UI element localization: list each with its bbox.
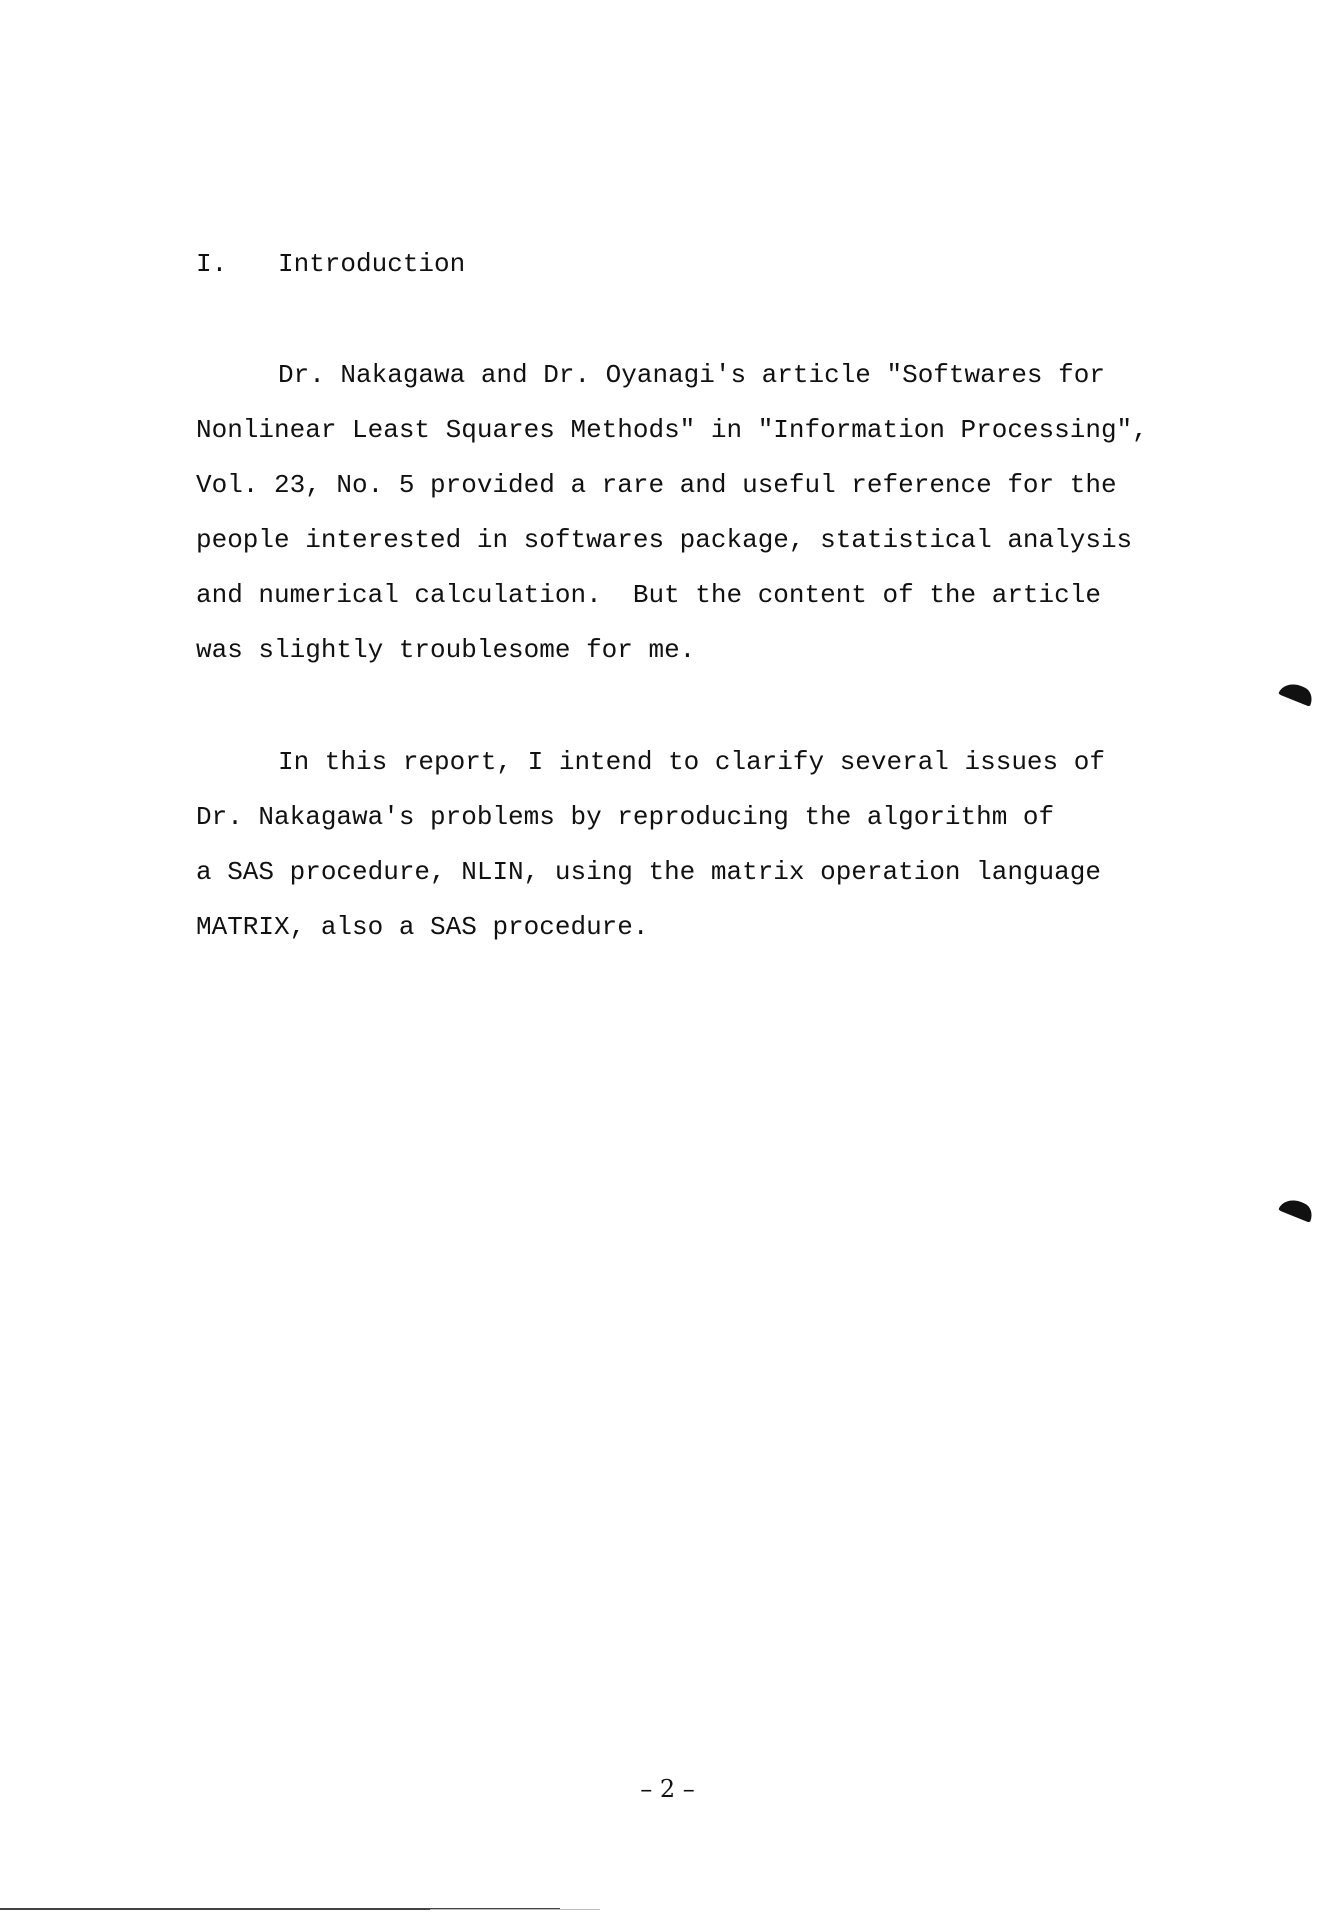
paragraph-line: In this report, I intend to clarify several issues of <box>278 747 1105 777</box>
paragraph-line: Dr. Nakagawa's problems by reproducing the algorithm of <box>196 802 1055 832</box>
paragraph-line: a SAS procedure, NLIN, using the matrix operation language <box>196 857 1101 887</box>
paragraph-line: Dr. Nakagawa and Dr. Oyanagi's article "Softwares for <box>278 360 1105 390</box>
paragraph-line: MATRIX, also a SAS procedure. <box>196 912 649 942</box>
bottom-edge-line-faint <box>430 1909 600 1910</box>
paragraph-line: people interested in softwares package, statistical analysis <box>196 525 1133 555</box>
paragraph-line: was slightly troublesome for me. <box>196 635 696 665</box>
paragraph-2 <box>196 735 1105 955</box>
binder-hole-mark <box>1278 1195 1316 1223</box>
binder-hole-mark <box>1278 679 1316 707</box>
section-title: Introduction <box>278 249 466 279</box>
section-number: I. <box>196 249 228 279</box>
paragraph-1 <box>196 348 1148 678</box>
page-number: – 2 – <box>640 1775 695 1803</box>
paragraph-line: Nonlinear Least Squares Methods" in "Information Processing", <box>196 415 1148 445</box>
section-heading <box>196 248 465 280</box>
paragraph-line: Vol. 23, No. 5 provided a rare and useful reference for the <box>196 470 1117 500</box>
paragraph-line: and numerical calculation. But the content of the article <box>196 580 1101 610</box>
